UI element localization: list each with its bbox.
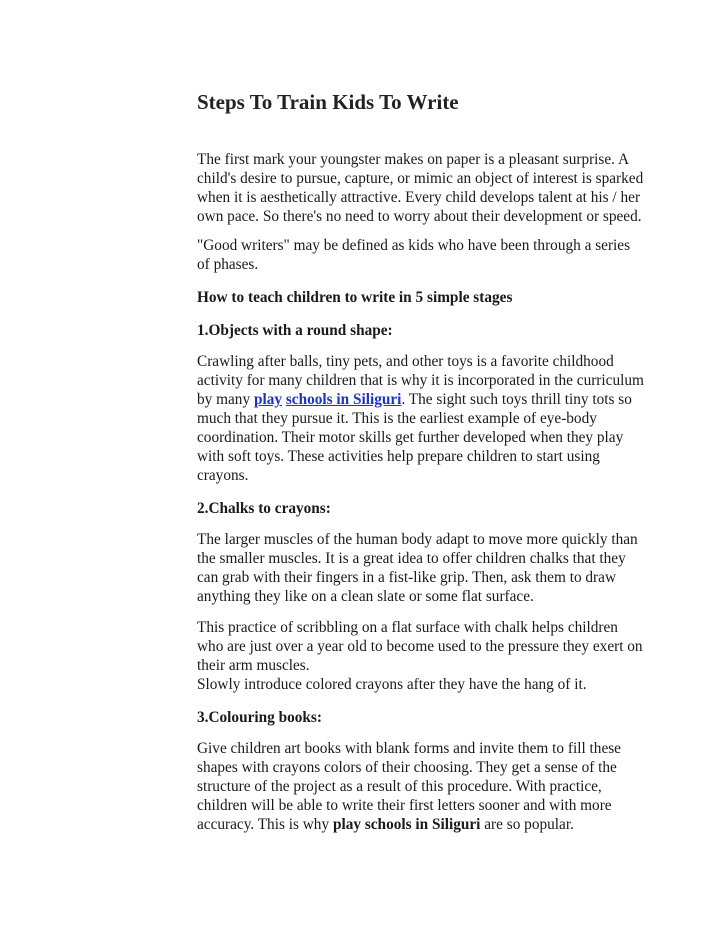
schools-in-siliguri-link[interactable]: schools in Siliguri: [285, 391, 402, 408]
section-3-text-before: Give children art books with blank forms and invite them to fill these shapes with crayons colors of their choosing. They get a sense of the structure of the project as a result of this procedure. With practice, children will be able to write their first letters sooner and with more accuracy. This is why: [197, 740, 621, 833]
section-1-paragraph: [197, 352, 645, 485]
intro-paragraph-1: The first mark your youngster makes on paper is a pleasant surprise. A child's desire to pursue, capture, or mimic an object of interest is sparked when it is aesthetically attractive. Every child develops talent at his / her own pace. So there's no need to worry about their development or speed.: [197, 151, 644, 225]
play-link[interactable]: play: [253, 391, 282, 408]
intro-paragraph-2: "Good writers" may be defined as kids who have been through a series of phases.: [197, 237, 631, 273]
section-2-paragraph-1: The larger muscles of the human body adapt to move more quickly than the smaller muscles. It is a great idea to offer children chalks that they can grab with their fingers in a fist-like grip. Then, ask them to draw anything they like on a clean slate or some flat surface.: [197, 531, 638, 605]
section-1-text-after: . The sight such toys thrill tiny tots so much that they pursue it. This is the earliest example of eye-body coordination. Their motor skills get further developed when they play with soft toys. These activities help prepare children to start using crayons.: [197, 391, 632, 484]
play-schools-bold: play schools in Siliguri: [332, 816, 481, 833]
section-3-paragraph: [197, 739, 645, 834]
page-title: Steps To Train Kids To Write: [197, 90, 459, 114]
section-1-heading: 1.Objects with a round shape:: [197, 322, 393, 339]
section-2-paragraph-2: This practice of scribbling on a flat surface with chalk helps children who are just over a year old to become used to the pressure they exert on their arm muscles.: [197, 619, 643, 674]
section-2-heading: 2.Chalks to crayons:: [197, 500, 331, 517]
document-page: [197, 88, 645, 834]
section-3-heading: 3.Colouring books:: [197, 709, 322, 726]
section-2-paragraph-3: Slowly introduce colored crayons after they have the hang of it.: [197, 676, 587, 693]
subtitle: How to teach children to write in 5 simple stages: [197, 289, 513, 306]
section-1-text-before: Crawling after balls, tiny pets, and other toys is a favorite childhood activity for many children that is why it is incorporated in the curriculum by many: [197, 353, 644, 408]
section-3-text-after: are so popular.: [480, 816, 574, 833]
